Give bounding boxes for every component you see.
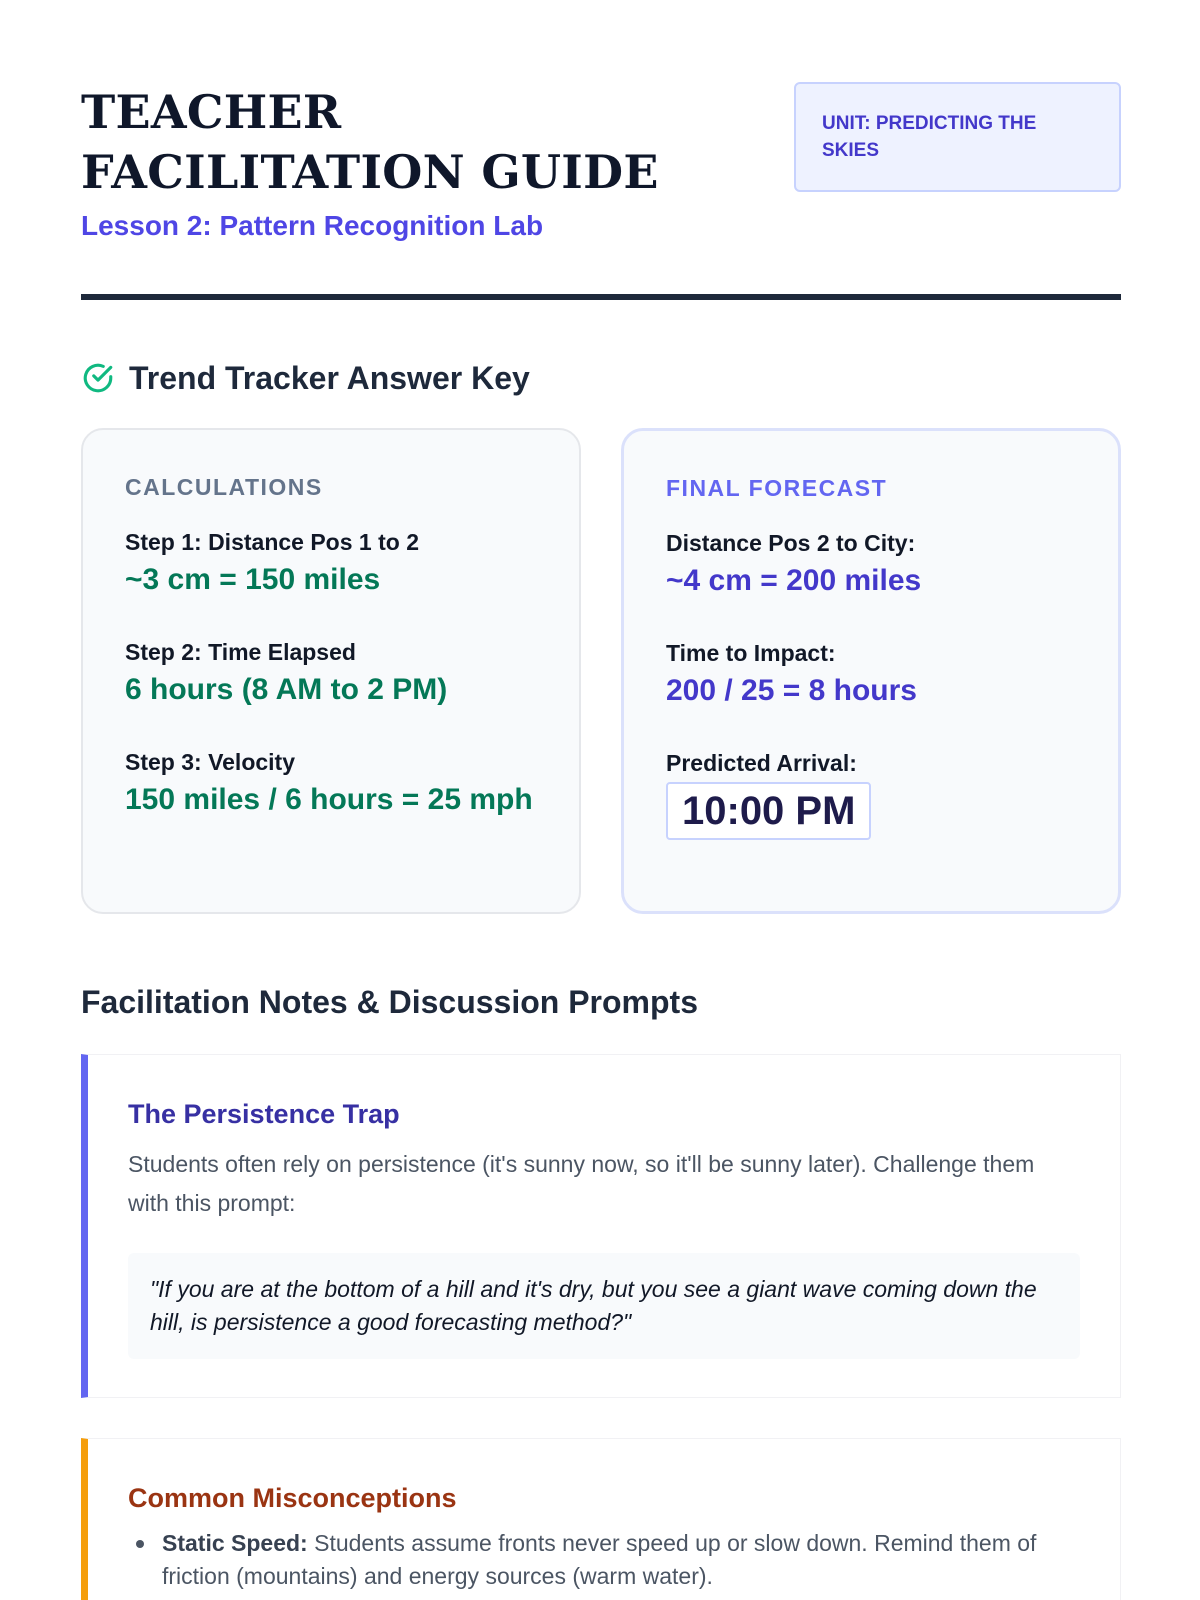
calculations-heading: CALCULATIONS [125, 474, 323, 500]
forecast-step [666, 528, 1076, 604]
final-forecast-card [621, 428, 1121, 914]
misconception-term: Static Speed: [162, 1530, 308, 1556]
forecast-step [666, 638, 1076, 714]
forecast-step [666, 748, 1076, 840]
step-label: Step 1: Distance Pos 1 to 2 [125, 529, 419, 555]
step-value: 6 hours (8 AM to 2 PM) [125, 673, 448, 706]
note-body: Students often rely on persistence (it's sunny now, so it'll be sunny later). Challenge them with this prompt: [128, 1151, 1035, 1216]
list-item [128, 1527, 1080, 1593]
persistence-trap-note [81, 1054, 1121, 1398]
predicted-arrival-value: 10:00 PM [666, 782, 871, 840]
answer-key-title: Trend Tracker Answer Key [129, 359, 530, 396]
answer-key-heading [81, 356, 530, 400]
step-label: Step 3: Velocity [125, 749, 296, 775]
forecast-heading: FINAL FORECAST [666, 475, 888, 501]
step-value: 150 miles / 6 hours = 25 mph [125, 783, 533, 816]
step-value: ~4 cm = 200 miles [666, 564, 922, 597]
step-label: Step 2: Time Elapsed [125, 639, 356, 665]
step-value: 200 / 25 = 8 hours [666, 674, 917, 707]
lesson-subtitle: Lesson 2: Pattern Recognition Lab [81, 210, 544, 241]
common-misconceptions-note [81, 1438, 1121, 1600]
misconception-text: Students assume fronts never speed up or slow down. Remind them of friction (mountains) and energy sources (warm water). [162, 1530, 1037, 1589]
calc-step [125, 637, 537, 713]
calc-step [125, 527, 537, 603]
facilitation-notes-heading: Facilitation Notes & Discussion Prompts [81, 984, 698, 1020]
step-value: ~3 cm = 150 miles [125, 563, 381, 596]
arrival-label: Predicted Arrival: [666, 750, 857, 776]
step-label: Time to Impact: [666, 640, 836, 666]
check-circle-icon [81, 361, 115, 395]
bullet-icon [136, 1540, 144, 1548]
page-header [81, 82, 1121, 300]
document-title: TEACHER FACILITATION GUIDE [81, 85, 659, 199]
note-title: Common Misconceptions [128, 1483, 457, 1513]
discussion-prompt-quote: "If you are at the bottom of a hill and it's dry, but you see a giant wave coming down the hill, is persistence a good forecasting method?" [128, 1253, 1080, 1359]
note-title: The Persistence Trap [128, 1099, 400, 1129]
step-label: Distance Pos 2 to City: [666, 530, 916, 556]
misconceptions-list [128, 1527, 1080, 1593]
calculations-card [81, 428, 581, 914]
calc-step [125, 747, 537, 823]
unit-badge: UNIT: PREDICTING THE SKIES [794, 82, 1121, 192]
